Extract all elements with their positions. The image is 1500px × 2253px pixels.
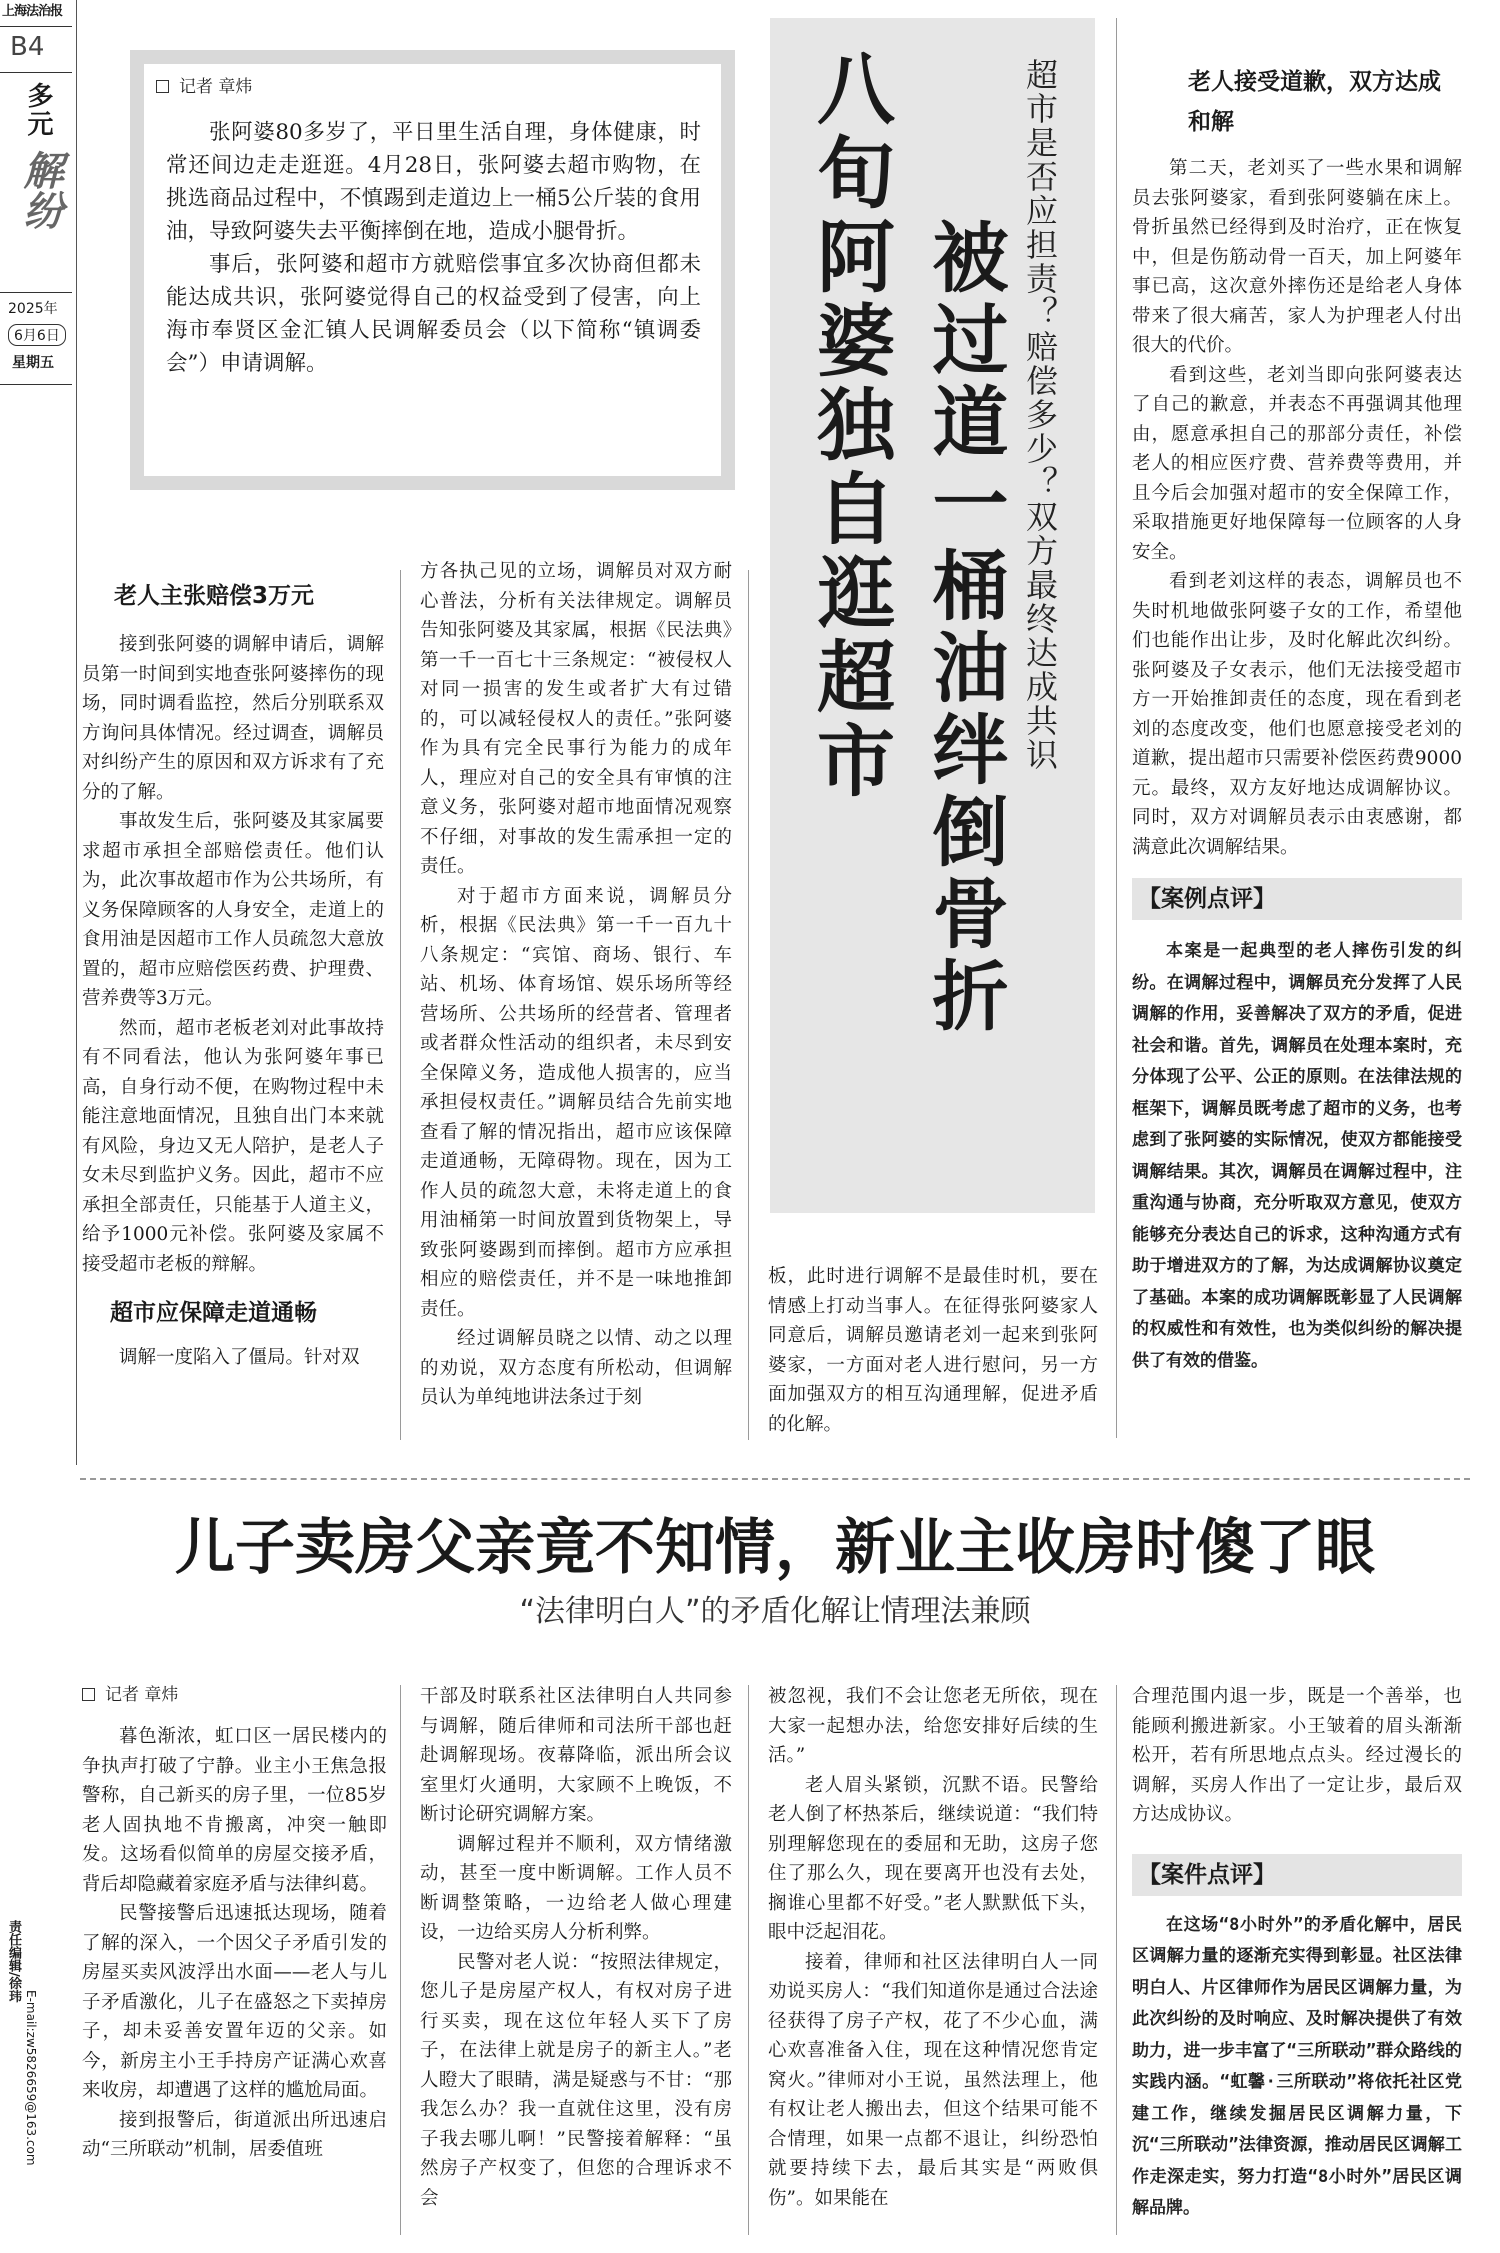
article1-main-title: 八旬阿婆独自逛超市 [804, 48, 894, 804]
col2-paragraph-1: 方各执己见的立场，调解员对双方耐心普法，分析有关法律规定。调解员告知张阿婆及其家属，根据《民法典》第一千一百七十三条规定：“被侵权人对同一损害的发生或者扩大有过错的，可以减轻侵权人的责任。”张阿婆作为具有完全民事行为能力的成年人，理应对自己的安全具有审慎的注意义务，张阿婆对超市地面情况观察不仔细，对事故的发生需承担一定的责任。 [420, 561, 732, 877]
a2-col1-paragraph-2: 民警接警后迅速抵达现场，随着了解的深入，一个因父子矛盾引发的房屋买卖风波浮出水面——老人与儿子矛盾激化，儿子在盛怒之下卖掉房子，却未妥善安置年迈的父亲。如今，新房主小王手持房产证满心欢喜来收房，却遭遇了这样的尴尬局面。 [82, 1903, 387, 2101]
a2-col3-paragraph-3: 接着，律师和社区法律明白人一同劝说买房人：“我们知道你是通过合法途径获得了房子产权，花了不少心血，满心欢喜准备入住，现在这种情况您肯定窝火。”律师对小王说，虽然法理上，他有权让老人搬出去，但这个结果可能不合情理，如果一点都不退让，纠纷恐怕就要持续下去，最后其实是“两败俱伤”。如果能在 [768, 1951, 1098, 2209]
a2-col2-paragraph-2: 调解过程并不顺利，双方情绪激动，甚至一度中断调解。工作人员不断调整策略，一边给老人做心理建设，一边给买房人分析利弊。 [420, 1833, 732, 1943]
article2-column-1 [82, 1682, 387, 2165]
col2-paragraph-3: 经过调解员晓之以情、动之以理的劝说，双方态度有所松动，但调解员认为单纯地讲法条过于刻 [420, 1328, 732, 1408]
byline-marker [156, 80, 169, 93]
newspaper-logo: 上海法治报 [2, 4, 63, 19]
a2-col3-paragraph-2: 老人眉头紧锁，沉默不语。民警给老人倒了杯热茶后，继续说道：“我们特别理解您现在的委屈和无助，这房子您住了那么久，现在要离开也没有去处，搁谁心里都不好受。”老人默默低下头，眼中泛起泪花。 [768, 1774, 1098, 1943]
weekday: 星期五 [12, 355, 54, 371]
col4-paragraph-2: 看到这些，老刘当即向张阿婆表达了自己的歉意，并表态不再强调其他理由，愿意承担自己的那部分责任，补偿老人的相应医疗费、营养费等费用，并且今后会加强对超市的安全保障工作，采取措施更好地保障每一位顾客的人身安全。 [1132, 364, 1462, 563]
col2-paragraph-2: 对于超市方面来说，调解员分析，根据《民法典》第一千一百九十八条规定：“宾馆、商场、银行、车站、机场、体育场馆、娱乐场所等经营场所、公共场所的经营者、管理者或者群众性活动的组织者，未尽到安全保障义务，造成他人损害的，应当承担侵权责任。”调解员结合先前实地查看了解的情况指出，超市应该保障走道通畅，无障碍物。现在，因为工作人员的疏忽大意，未将走道上的食用油桶第一时间放置到货物架上，导致张阿婆踢到而摔倒。超市方应承担相应的赔偿责任，并不是一味地推卸责任。 [420, 885, 732, 1320]
col1-paragraph-3: 然而，超市老板老刘对此事故持有不同看法，他认为张阿婆年事已高，自身行动不便，在购物过程中未能注意地面情况，且独自出门本来就有风险，身边又无人陪护，是老人子女未尽到监护义务。因此，超市不应承担全部责任，只能基于人道主义，给予1000元补偿。张阿婆及家属不接受超市老板的辩解。 [82, 1017, 384, 1275]
article2-review-label: 【案件点评】 [1132, 1854, 1462, 1896]
a2-col3-paragraph-1: 被忽视，我们不会让您老无所依，现在大家一起想办法，给您安排好后续的生活。” [768, 1686, 1098, 1766]
article2-subtitle: “法律明白人”的矛盾化解让情理法兼顾 [519, 1594, 1031, 1629]
intro-paragraph-2: 事后，张阿婆和超市方就赔偿事宜多次协商但都未能达成共识，张阿婆觉得自己的权益受到了侵害，向上海市奉贤区金汇镇人民调解委员会（以下简称“镇调委会”）申请调解。 [166, 252, 701, 376]
article1-title-line2: 被过道一桶油绊倒骨折 [920, 218, 1009, 1038]
editor-email: E-mail:zw5826659@163.com [24, 1990, 38, 2166]
section-heading-aisle: 超市应保障走道通畅 [110, 1300, 317, 1326]
page-code: B4 [10, 32, 45, 62]
editor-credit: 责任编辑/徐玮 [6, 1920, 21, 2003]
section-name: 多元 [23, 82, 53, 138]
article2-column-4 [1132, 1682, 1462, 2225]
article2-review-text: 在这场“8小时外”的矛盾化解中，居民区调解力量的逐渐充实得到彰显。社区法律明白人、片区律师作为居民区调解力量，为此次纠纷的及时响应、及时解决提供了有效助力，进一步丰富了“三所联动”群众路线的实践内涵。“虹馨·三所联动”将依托社区党建工作，继续发掘居民区调解力量，下沉“三所联动”法律资源，推动居民区调解工作走深走实，努力打造“8小时外”居民区调解品牌。 [1132, 1914, 1462, 2218]
col1-tail: 调解一度陷入了僵局。针对双 [119, 1347, 360, 1368]
article1-byline: 记者 章炜 [156, 74, 252, 100]
col1-paragraph-1: 接到张阿婆的调解申请后，调解员第一时间到实地查张阿婆摔伤的现场，同时调看监控，然后分别联系双方询问具体情况。经过调查，调解员对纠纷产生的原因和双方诉求有了充分的了解。 [82, 634, 384, 803]
col3-paragraph: 板，此时进行调解不是最佳时机，要在情感上打动当事人。在征得张阿婆家人同意后，调解员邀请老刘一起来到张阿婆家，一方面对老人进行慰问，另一方面加强双方的相互沟通理解，促进矛盾的化解。 [768, 1266, 1098, 1435]
col4-paragraph-1: 第二天，老刘买了一些水果和调解员去张阿婆家，看到张阿婆躺在床上。骨折虽然已经得到及时治疗，正在恢复中，但是伤筋动骨一百天，加上阿婆年事已高，这次意外摔伤还是给老人身体带来了很大痛苦，家人为护理老人付出很大的代价。 [1132, 158, 1462, 356]
a2-col4-paragraph-1: 合理范围内退一步，既是一个善举，也能顾利搬进新家。小王皱着的眉头渐渐松开，若有所思地点点头。经过漫长的调解，买房人作出了一定让步，最后双方达成协议。 [1132, 1686, 1462, 1825]
section-art-text: 解纷 [17, 150, 64, 230]
article1-column-3 [768, 1262, 1098, 1439]
a2-col2-paragraph-1: 干部及时联系社区法律明白人共同参与调解，随后律师和司法所干部也赶赴调解现场。夜幕降临，派出所会议室里灯火通明，大家顾不上晚饭，不断讨论研究调解方案。 [420, 1686, 732, 1825]
intro-paragraph-1: 张阿婆80多岁了，平日里生活自理，身体健康，时常还间边走走逛逛。4月28日，张阿婆去超市购物，在挑选商品过程中，不慎踢到走道边上一桶5公斤装的食用油，导致阿婆失去平衡摔倒在地，造成小腿骨折。 [166, 120, 701, 244]
article1-subtitle: 超市是否应担责？赔偿多少？双方最终达成共识 [1021, 58, 1059, 772]
a2-col1-paragraph-1: 暮色渐浓，虹口区一居民楼内的争执声打破了宁静。业主小王焦急报警称，自己新买的房子里，一位85岁老人固执地不肯搬离，冲突一触即发。这场看似简单的房屋交接矛盾，背后却隐藏着家庭矛盾与法律纠葛。 [82, 1726, 387, 1895]
intro-box [130, 50, 735, 490]
a2-col1-paragraph-3: 接到报警后，街道派出所迅速启动“三所联动”机制，居委值班 [82, 2109, 387, 2160]
article1-column-4 [1132, 62, 1462, 1377]
article2-column-2 [420, 1682, 732, 2213]
a2-col2-paragraph-3: 民警对老人说：“按照法律规定，您儿子是房屋产权人，有权对房子进行买卖，现在这位年轻人买下了房子，在法律上就是房子的新主人。”老人瞪大了眼睛，满是疑惑与不甘：“那我怎么办？我一直就住这里，没有房子我去哪儿啊！”民警接着解释：“虽然房子产权变了，但您的合理诉求不会 [420, 1951, 732, 2209]
col4-paragraph-3: 看到老刘这样的表态，调解员也不失时机地做张阿婆子女的工作，希望他们也能作出让步，及时化解此次纠纷。张阿婆及子女表示，他们无法接受超市方一开始推卸责任的态度，现在看到老刘的态度改变，他们也愿意接受老刘的道歉，提出超市只需要补偿医药费9000元。最终，双方友好地达成调解协议。同时，双方对调解员表示由衷感谢，都满意此次调解结果。 [1132, 571, 1462, 858]
article-separator [80, 1478, 1470, 1480]
article2-title: 儿子卖房父亲竟不知情，新业主收房时傻了眼 [175, 1513, 1375, 1583]
article1-column-2 [420, 557, 732, 1413]
section-heading-settlement: 老人接受道歉，双方达成和解 [1188, 69, 1441, 135]
date-year: 2025年 [8, 301, 58, 317]
section-heading-claim: 老人主张赔偿3万元 [114, 583, 315, 609]
article2-column-3 [768, 1682, 1098, 2213]
article2-byline: 记者 章炜 [82, 1682, 387, 1708]
masthead [0, 0, 72, 400]
col1-paragraph-2: 事故发生后，张阿婆及其家属要求超市承担全部赔偿责任。他们认为，此次事故超市作为公共场所，有义务保障顾客的人身安全，走道上的食用油是因超市工作人员疏忽大意放置的，超市应赔偿医药费、护理费、营养费等3万元。 [82, 811, 384, 1009]
byline-marker [82, 1688, 95, 1701]
article1-review-text: 本案是一起典型的老人摔伤引发的纠纷。在调解过程中，调解员充分发挥了人民调解的作用，妥善解决了双方的矛盾，促进社会和谐。首先，调解员在处理本案时，充分体现了公平、公正的原则。在法律法规的框架下，调解员既考虑了超市的义务，也考虑到了张阿婆的实际情况，使双方都能接受调解结果。其次，调解员在调解过程中，注重沟通与协商，充分听取双方意见，使双方能够充分表达自己的诉求，这种沟通方式有助于增进双方的了解，为达成调解协议奠定了基础。本案的成功调解既彰显了人民调解的权威性和有效性，也为类似纠纷的解决提供了有效的借鉴。 [1132, 941, 1462, 1371]
date-day: 6月6日 [8, 324, 66, 346]
article1-column-1 [82, 578, 384, 1373]
headline-block [770, 18, 1095, 1213]
article1-review-label: 【案例点评】 [1132, 878, 1462, 920]
